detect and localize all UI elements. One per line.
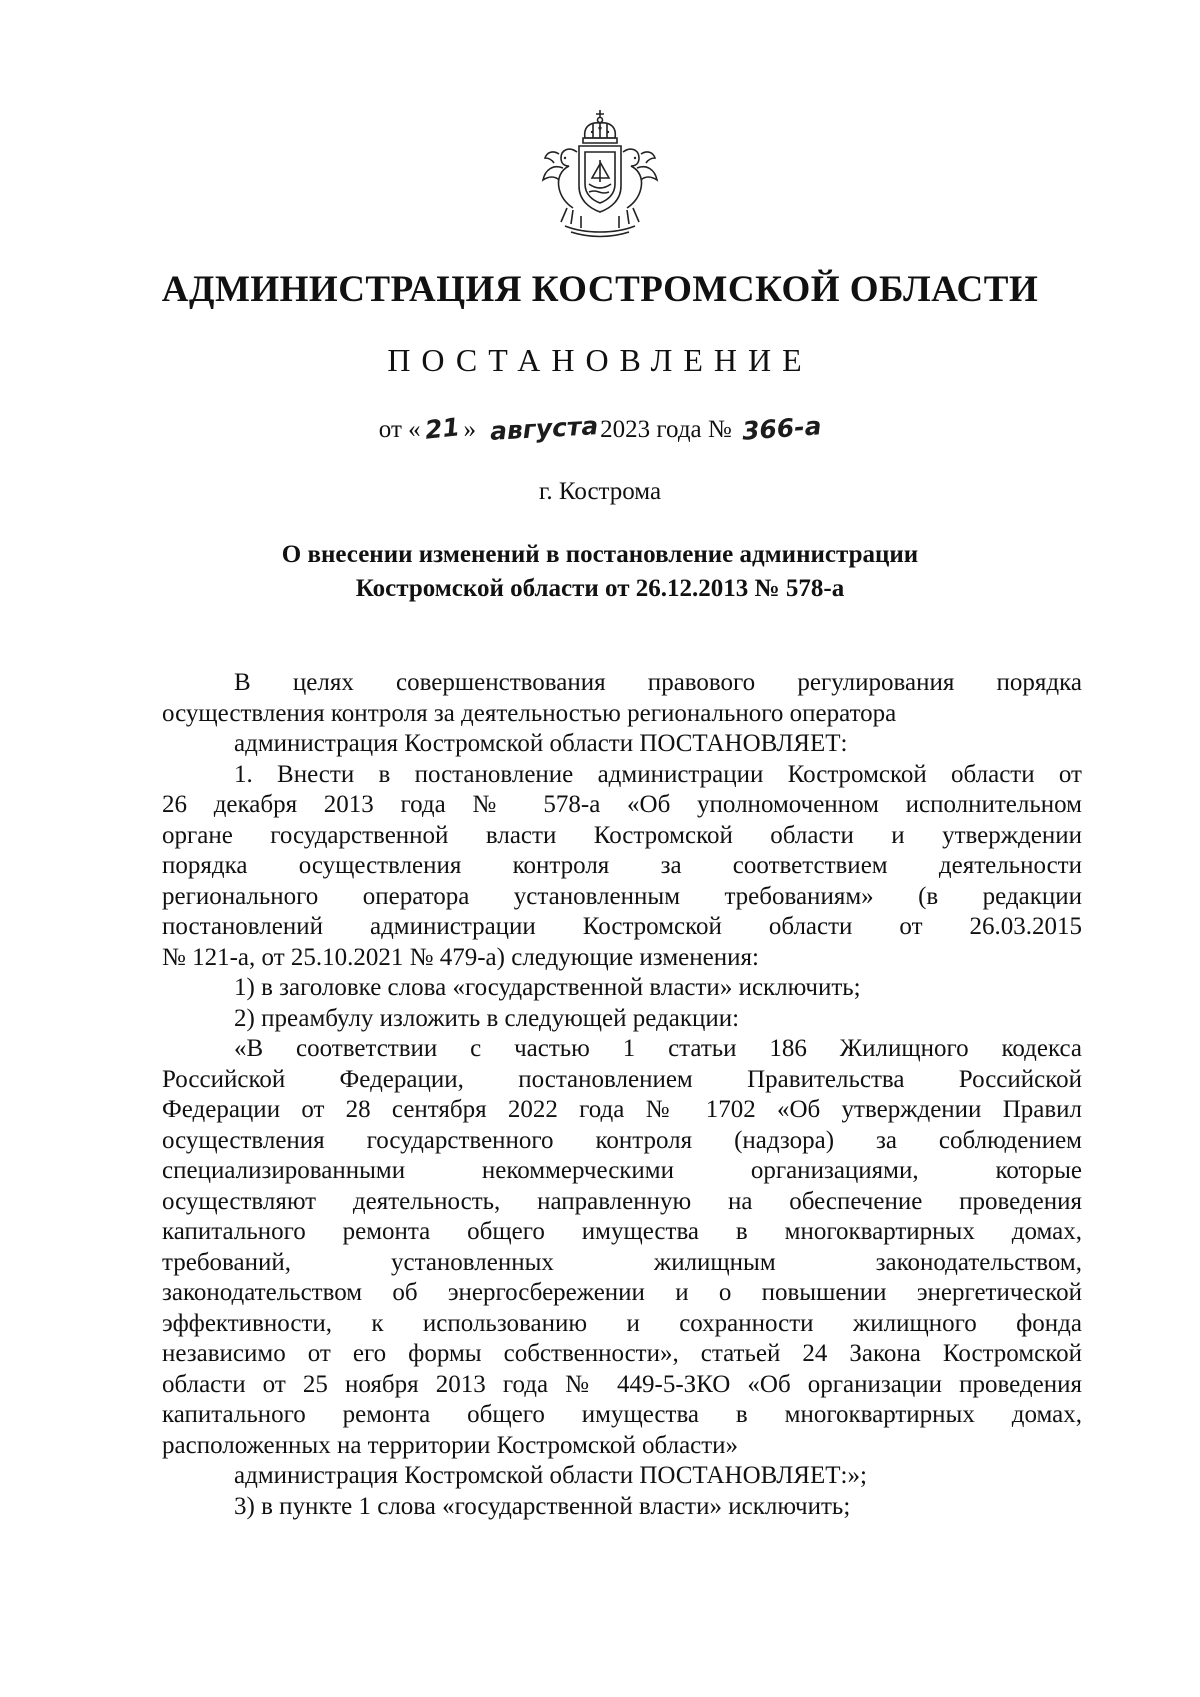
date-close-quote: » xyxy=(463,416,476,443)
body-line: законодательством об энергосбережении и о повышении энергетической xyxy=(162,1279,1082,1306)
body-line: постановлений администрации Костромской области от 26.03.2015 xyxy=(162,913,1082,940)
document-number-handwritten: 366-а xyxy=(740,411,823,446)
body-line: органе государственной власти Костромской области и утверждении xyxy=(162,821,1082,849)
body-line: 2) преамбулу изложить в следующей редакции: xyxy=(234,1004,740,1032)
body-line: В целях совершенствования правового регулирования порядка xyxy=(234,669,1082,696)
subject-line: О внесении изменений в постановление администрации xyxy=(281,541,919,568)
body-line: требований, установленных жилищным законодательством, xyxy=(162,1248,1082,1276)
date-prefix: от « xyxy=(378,416,421,443)
body-line: осуществления государственного контроля (надзора) за соблюдением xyxy=(162,1126,1082,1154)
document-body xyxy=(162,668,1082,1522)
date-month-handwritten: августа xyxy=(489,411,599,446)
body-line: «В соответствии с частью 1 статьи 186 Жилищного кодекса xyxy=(234,1035,1082,1062)
body-line: 1) в заголовке слова «государственной власти» исключить; xyxy=(234,974,861,1001)
date-year: 2023 года № xyxy=(600,416,732,443)
city-name: г. Кострома xyxy=(538,478,662,505)
date-number-line xyxy=(0,411,1200,446)
body-line: специализированными некоммерческими организациями, которые xyxy=(162,1157,1082,1184)
body-line: порядка осуществления контроля за соответствием деятельности xyxy=(162,852,1082,879)
body-line: области от 25 ноября 2013 года № 449-5-ЗКО «Об организации проведения xyxy=(162,1370,1082,1398)
organization-title: АДМИНИСТРАЦИЯ КОСТРОМСКОЙ ОБЛАСТИ xyxy=(161,269,1039,310)
body-line: независимо от его формы собственности», статьей 24 Закона Костромской xyxy=(162,1340,1082,1367)
body-line: № 121-а, от 25.10.2021 № 479-а) следующие изменения: xyxy=(162,943,759,971)
coat-of-arms-icon xyxy=(537,108,663,240)
body-line: Российской Федерации, постановлением Правительства Российской xyxy=(162,1065,1082,1093)
body-line: осуществляют деятельность, направленную на обеспечение проведения xyxy=(162,1187,1082,1215)
date-day-handwritten: 21 xyxy=(423,412,461,445)
body-line: 1. Внести в постановление администрации Костромской области от xyxy=(234,760,1082,788)
body-line: администрация Костромской области ПОСТАНОВЛЯЕТ:»; xyxy=(234,1462,867,1489)
subject-line: Костромской области от 26.12.2013 № 578-а xyxy=(355,575,845,602)
body-line: регионального оператора установленным требованиям» (в редакции xyxy=(162,882,1082,910)
body-line: эффективности, к использованию и сохранности жилищного фонда xyxy=(162,1309,1082,1337)
body-line: Федерации от 28 сентября 2022 года № 1702 «Об утверждении Правил xyxy=(162,1096,1082,1123)
body-line: расположенных на территории Костромской области» xyxy=(162,1431,739,1459)
body-line: осуществления контроля за деятельностью регионального оператора xyxy=(162,699,897,727)
document-type: ПОСТАНОВЛЕНИЕ xyxy=(387,342,813,378)
body-line: капитального ремонта общего имущества в многоквартирных домах, xyxy=(162,1401,1082,1428)
document-subject xyxy=(0,538,1200,606)
body-line: администрация Костромской области ПОСТАНОВЛЯЕТ: xyxy=(234,730,848,757)
body-line: капитального ремонта общего имущества в многоквартирных домах, xyxy=(162,1218,1082,1245)
body-line: 26 декабря 2013 года № 578-а «Об уполномоченном исполнительном xyxy=(162,791,1082,818)
body-line: 3) в пункте 1 слова «государственной власти» исключить; xyxy=(234,1492,851,1520)
